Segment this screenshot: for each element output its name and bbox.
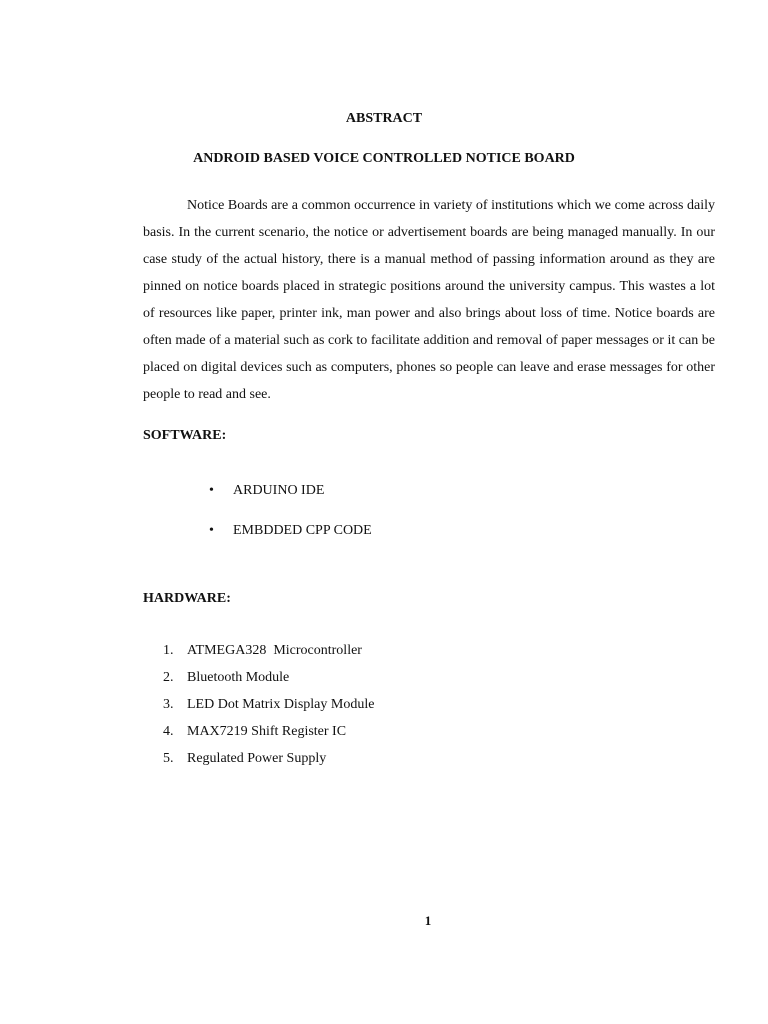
abstract-paragraph: Notice Boards are a common occurrence in variety of institutions which we come across daily basis. In the current scenario, the notice or advertisement boards are being managed manually. In our case study of the actual history, there is a manual method of passing information around as they are pinned on notice boards placed in strategic positions around the university campus. This wastes a lot of resources like paper, printer ink, man power and also brings about loss of time. Notice boards are often made of a material such as cork to facilitate addition and removal of paper messages or it can be placed on digital devices such as computers, phones so people can leave and erase messages for other people to read and see. — [143, 198, 715, 402]
list-item — [163, 750, 374, 777]
hardware-item-label: ATMEGA328 Microcontroller — [187, 643, 362, 658]
hardware-heading: HARDWARE: — [143, 591, 231, 606]
software-heading: SOFTWARE: — [143, 428, 227, 443]
bullet-icon: • — [209, 523, 214, 538]
software-list — [209, 482, 372, 562]
hardware-item-label: LED Dot Matrix Display Module — [187, 697, 375, 712]
hardware-list — [163, 642, 374, 777]
list-number: 4. — [163, 724, 174, 739]
bullet-icon: • — [209, 483, 214, 498]
abstract-heading: ABSTRACT — [345, 111, 423, 126]
software-item-label: ARDUINO IDE — [233, 483, 325, 498]
list-item — [163, 642, 374, 669]
list-item — [209, 522, 372, 562]
list-item — [209, 482, 372, 522]
document-title: ANDROID BASED VOICE CONTROLLED NOTICE BOARD — [193, 151, 575, 166]
hardware-item-label: Regulated Power Supply — [187, 751, 327, 766]
hardware-item-label: Bluetooth Module — [187, 670, 290, 685]
list-item — [163, 669, 374, 696]
page-number: 1 — [424, 913, 432, 928]
list-number: 3. — [163, 697, 174, 712]
list-item — [163, 696, 374, 723]
list-item — [163, 723, 374, 750]
list-number: 2. — [163, 670, 174, 685]
list-number: 5. — [163, 751, 174, 766]
software-item-label: EMBDDED CPP CODE — [233, 523, 372, 538]
hardware-item-label: MAX7219 Shift Register IC — [187, 724, 347, 739]
list-number: 1. — [163, 643, 174, 658]
